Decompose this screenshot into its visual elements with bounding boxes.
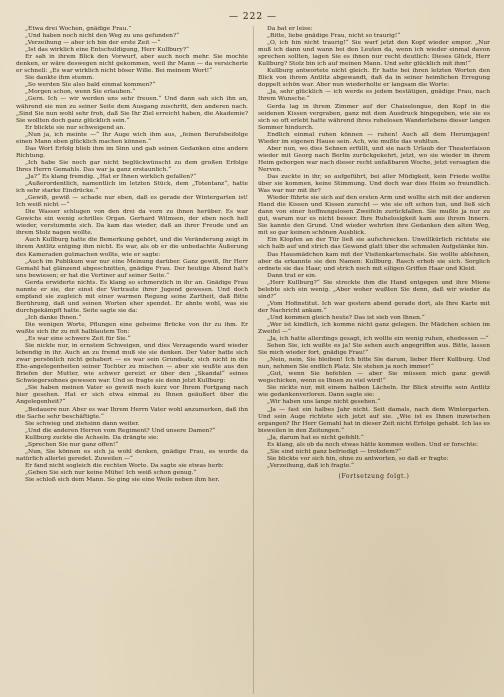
paragraph: Das Wort Erfolg blieb ihm im Sinn und gab seinen Gedanken eine andere Richtung. [16,145,248,159]
paragraph: Dann trat er ein. [267,272,317,279]
paragraph: Sehen Sie, ich wußte es ja! Sie sehen auch angegriffen aus. Bitte, lassen Sie mich wieder fort, gnädige Frau!“ [258,343,490,357]
paragraph: Die Wasser schlugen von den drei da vorn zu ihnen herüber. Es war Gowichs ein wenig schrilles Organ. Gerhard Wilmsen, der eben noch hell wieder, verstummte sich. Da kam das wieder, daß an ihrer Freude und an ihrem Stolz nagen wollte. [16,209,248,237]
paragraph: „Und kommen gleich heute? Das ist sieb von Ihnen.“ [267,314,425,321]
paragraph: „Bedauere nur. Aber es war Ihrem Herrn Vater wohl anzumerken, daß ihn die Sache sehr beschäftigte.“ [16,406,248,420]
paragraph: „Herr Kullburg?“ Sie streckte ihm die Hand entgegen und ihre Miene belebte sich ein wenig. „Aber woher wußten Sie denn, daß wir wieder da sind?“ [258,279,490,300]
continuation-note: (Fortsetzung folgt.) [338,472,410,480]
paragraph: Ein Klopfen an der Tür ließ sie aufschrecken. Unwillkürlich richtete sie sich halb auf und strich das Gewand glatt über die schmalen Aufgelänke hin. [258,237,490,251]
paragraph: „Und haben noch nicht den Weg zu uns gefunden?“ [25,33,180,40]
paragraph: „Ja — fast ein halbes Jahr nicht. Seit damals, nach dem Wintergarten. Und sein Auge richtete sich jetzt auf sie. „Wie ist es Ihnen inzwischen ergangen? Ihr Herr Gemahl hat in dieser Zeit nicht Erfolge gehabt. Ich las es bisweilen in den Zeitungen.“ [258,406,490,434]
paragraph: „Wir haben uns lange nicht gesehen.“ [267,399,381,406]
paragraph: Sie nickte nur, mit einem halben Lächeln. Ihr Blick streifte sein Antlitz wie gedankenverloren. Dann sagte sie: [258,385,490,399]
paragraph: „Außerordentlich, namentlich im letzten Stück, dem „Totentanz“, hatte ich sehr starke Eindrücke.“ [16,181,248,195]
paragraph: „O, ich bin nicht traurig!“ Sie warf jetzt den Kopf wieder empor. „Nur muß ich dann und wann bei den Leuten da, wenn ich wieder einmal davon sprechen sollten, lagen Sie es ihnen nur recht deutlich: Dieses Glück, Herr Kullburg? Stolz bin ich auf meinen Mann. Und sehr glücklich mit ihm!“ [258,40,490,68]
paragraph: Sie dankte ihm stumm. [25,75,95,82]
column-rule [253,26,254,694]
paragraph: Gerda lag in ihrem Zimmer auf der Chaiselongue, den Kopf in die seidenen Kissen vergraben, ganz mit dem Ausdruck hingegeben, wie sie es sich so oft erlebt hatte während ihres ruhelosen Wanderlebens dieser langen Sommer hindurch. [258,103,490,131]
paragraph: Aber nun, wo dies Sehnen erfüllt, und sie nach Urlaub der Theaterfaison wieder mit Georg nach Berlin zurückgekehrt, jetzt, wo sie wieder in ihrem Heim geborgen war nach dieser recht unfaßbaren Woche, jetzt versagten die Nerven. [258,145,490,173]
paragraph: „So werden Sie also bald einmal kommen?“ [25,82,156,89]
paragraph: „Bitte, liebe gnädige Frau, nicht so traurig!“ [267,33,401,40]
paragraph: Auch Kullburg hatte die Bemerkung gehört, und die Veränderung zeigt in ihrem Antlitz entging ihm nicht. Es war, als ob er die unbedachte Äußerung des Kameraden gutmachen wollte, wie er sagte: [16,237,248,258]
paragraph: „Ja, ich hatte allerdings gesagt, ich wollte ein wenig ruhen, ehedessen —“ [267,336,489,343]
right-column [258,26,490,694]
paragraph: „Nein, nein, Sie bleiben! Ich bitte Sie darum, lieber Herr Kullburg. Und nun, nehmen Sie endlich Platz. Sie stehen ja noch immer!“ [258,357,490,371]
paragraph: „Geben Sie sich nur keine Mühe! Ich weiß schon genug.“ [25,469,197,476]
paragraph: „Gern. Ich — wir werden uns sehr freuen.“ Und dann sah sich ihn an, während sie nun zu seiner Seite dem Ausgang zuschritt, den anderen nach. „Sind Sie nun wohl sehr froh, daß Sie Ihr Ziel erreicht haben, die Akademie? Sie wollten doch ganz glücklich sein.“ [16,96,248,124]
paragraph: „Es war eine schwere Zeit für Sie.“ [25,336,131,343]
paragraph: Sie nickte nur, in ernstem Schweigen, und dies Verzagende ward wieder lebendig in ihr. Auch an zu fremd muß sie sie denken. Der Vater hatte sich zwar persönlich nicht gehabert — es war sein Grundsatz, sich nicht in die Ehe-angelegenheiten seiner Tochter zu mischen — aber sie wußte aus den Briefen der Mutter, wie schwer gereizt er über den „Skandal“ seines Schwiegersohnes gewesen war. Und so fragte sie denn jetzt Kullburg: [16,343,248,385]
paragraph: Es klang, als ob da noch etwas hätte kommen wollen. Und er forschte: [267,441,479,448]
paragraph: Er fand nicht sogleich die rechten Worte. Da sagte sie etwas herb: [25,462,224,469]
paragraph: „Ja, sehr glücklich — ich werde es jedem bestätigen, gnädige Frau, nach Ihrem Wunsche.“ [258,89,490,103]
paragraph: „Gewiß, gewiß — schade nur eben, daß es gerade der Wintergarten ist! Ich weiß nicht —“ [16,195,248,209]
paragraph: „Ist das wirklich eine Entschuldigung, Herr Kullbury?“ [25,47,190,54]
paragraph: „Gut, wenn Sie befehlen — aber Sie müssen mich ganz gewiß wegschicken, wenn es Ihnen zu viel wird!“ [258,371,490,385]
paragraph: „Nun ja, ich meinte —“ Ihr Auge wich ihm aus, „feinen Berufsbeifolge einen Mann eben glücklich machen können.“ [16,131,248,145]
paragraph: „Etwa drei Wochen, gnädige Frau.“ [25,26,132,32]
paragraph: Das zuckte in ihr, so aufgeführt, bei aller Müdigkeit, kein Friede wollte über sie kommen, keine Stimmung. Und doch war dies Heim so freundlich. Was war nur mit ihr? [258,173,490,195]
paragraph: Gerda erwiderte nichts. Es klang so schmerzlich in ihr an. Gnädige Frau nannte er sie, der einst der Vertraute ihrer Jugend gewesen. Und doch empfand sie zugleich mit einer warmen Regung seine Zartheit, daß Bitte Berührung, daß und seinen Worten eher spendet. Er ahnte wohl, was sie durchgekämpft hatte. Seite sagte sie da: [16,279,248,314]
paragraph: „Auch im Publikum war nur eine Meinung darüber. Ganz gewiß, Ihr Herr Gemahl hat glänzend abgeschnitten, gnädige Frau. Der heutige Abend hat's uns bewiesen; er hat die Vertiner auf seiner Seite.“ [16,258,248,279]
paragraph: Endlich einmal ruhen können — ruhen! Auch all dem Herumjagen! Wieder im eigenen Hause sein. Ach, wie mußte das wohltun. [258,131,490,145]
paragraph: „Ja, darum hat es nicht gefehlt.“ [267,434,364,441]
right-column-paragraphs [258,26,490,470]
paragraph: „Verzeihung — aber ich bin der erste Zeit —“ [25,40,161,47]
paragraph: Sie schloß sich dem Mann. So ging sie eine Weile neben ihm her. [25,477,220,483]
paragraph: „Ich habe Sie noch gar nicht beglückwünscht zu dem großen Erfolge Ihres Herrn Gemahls. Das war ja ganz erstaunlich.“ [16,159,248,173]
paragraph: Wieder führte sie sich auf den ersten Arm und wollte sich mit der anderen Hand die Kissen und Kissen zurecht — wie sie oft schon tun, und ließ sich dann von einer hoffnungslosen Zweifeln zurückfallen. Sie mußte ja nur zu gut, warum nur es nicht besser. Ihre Ruhelosigkeit kam aus ihrem Innern. Sie kannte den Grund. Und wieder wehrten ihre Gedanken den alten Weg, mit so gar keinen schönen Ausblick. [258,195,490,237]
paragraph: „Sie sind nicht ganz befriedigt — trotzdem?“ [267,448,402,455]
paragraph: „Morgen schon, wenn Sie erlauben.“ [25,89,136,96]
paragraph: „Ich danke Ihnen.“ [25,314,82,321]
paragraph: „Ja?“ Es klang fremdig. „Hat er Ihnen wirklich gefallen?“ [25,173,197,180]
paragraph: Er blickte sie nur schweigend an. [25,124,126,131]
paragraph: Da bat er leise: [267,26,313,32]
paragraph: „Verzeihung, daß ich fragte.“ [267,462,355,469]
text-columns [16,26,490,694]
paragraph: „Wer ist kindlich, ich komme nicht ganz gelegen. Ihr Mädchen schien im Zweifel —“ [258,321,490,336]
paragraph: „Und die anderen Herren vom Regiment? Und unsere Damen?“ [25,427,216,434]
paragraph: Sie schwieg und ziehsinn dann weiter. [25,420,140,427]
paragraph: Kullburg zuckte die Achseln. Da drängte sie: [25,434,159,441]
paragraph: Kullburg antwortete nicht gleich. Er hatte bei ihren letzten Worten den Blick von ihrem Antlitz abgewandt, daß da in seiner heimlichen Erregung doppelt schön war. Aber nun wiederholte er langsam die Worte: [258,68,490,89]
paragraph: „Nun, Sie können es sich ja wohl denken, gnädige Frau, es wurde da natürlich allerlei geredet. Zuweilen —“ [16,448,248,462]
paragraph: „Sprechen Sie nur ganz offen!“ [25,441,119,448]
paragraph: Das Hausmädchen kam mit der Visitenkartenschale. Sie wollte ablehnen, aber da erkannte sie den Namen: Kullburg. Rasch erhob sie sich. Sorglich ordnete sie das Haar, und strich noch mit eiligen Griffen Haar und Kleid. [258,251,490,272]
paragraph: „Sie haben meinen Vater so gewiß noch kurz vor Ihrem Fortgang nach hier gesehen. Hat er sich etwa einmal zu Ihnen geäußert über die Angelegenheit?“ [16,385,248,406]
left-column [16,26,248,694]
paragraph: Er sah in ihrem Blick den Vorwurf, aber auch noch mehr. Sie mochte denken, er wäre deswegen nicht gekommen, weil ihr Mann — da versicherte er schnell: „Es war wirklich nicht böser Wille. Bei meinem Wort!“ [16,54,248,75]
paragraph: Sie blickte vor sich hin, ohne zu antworten, so daß er fragte: [267,455,449,462]
page-number: — 222 — [229,12,277,22]
paragraph: Die wenigen Worte, Pflungen eine geheime Brücke von ihr zu ihm. Er wußte sich ihr zu mit halblautem Ton: [16,321,248,336]
paragraph: „Vom Hofinstitut. Ich war gestern abend gerade dort, als Ihre Karte mit der Nachricht ankam.“ [258,300,490,314]
